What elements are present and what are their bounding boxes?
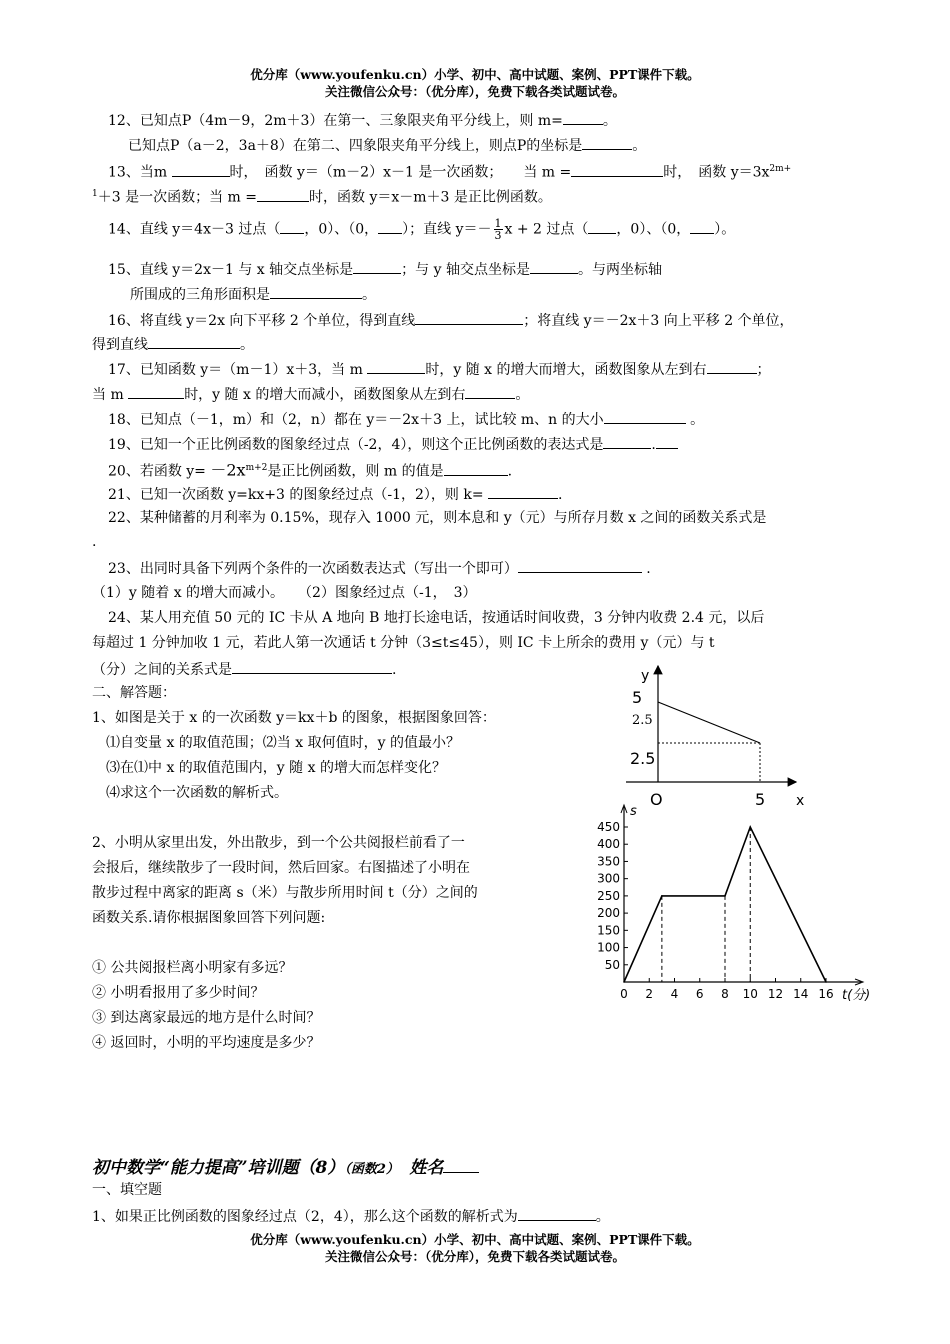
y-tick-label: 150 bbox=[597, 923, 620, 938]
problem-2-q1: ① 公共阅报栏离小明家有多远？ bbox=[92, 960, 293, 976]
x-tick-label: 12 bbox=[767, 987, 784, 1001]
problem-2-q2: ② 小明看报用了多少时间？ bbox=[92, 985, 265, 1001]
y-axis-label: y bbox=[641, 668, 650, 684]
question-24: 24、某人用充值 50 元的 IC 卡从 A 地向 B 地打长途电话，按通话时间收费，3 分钟内收费 2.4 元，以后 bbox=[108, 610, 765, 626]
data-point bbox=[623, 981, 625, 983]
footer-line-1: 优分库（www.youfenku.cn）小学、初中、高中试题、案例、PPT课件下载。 bbox=[250, 1232, 700, 1247]
y-tick-label: 350 bbox=[597, 854, 620, 869]
y-tick-label: 300 bbox=[597, 871, 620, 886]
question-23-b: （1）y 随着 x 的增大而减小。 （2）图象经过点（-1， 3） bbox=[92, 585, 477, 601]
x-tick-label: 16 bbox=[818, 987, 834, 1001]
fraction: $\frac{1}{3}$ bbox=[494, 217, 502, 242]
y-tick-label: 50 bbox=[604, 957, 620, 972]
x-axis-label: t(分) bbox=[842, 988, 871, 1003]
x-tick-label: 2 bbox=[645, 987, 654, 1001]
question-17-b: 当 m 时，y 随 x 的增大而减小，函数图象从左到右 。 bbox=[92, 384, 529, 404]
problem-2-b: 会报后，继续散步了一段时间，然后回家。右图描述了小明在 bbox=[92, 860, 470, 876]
question-22: 22、某种储蓄的月利率为 0.15%，现存入 1000 元，则本息和 y（元）与所存月数 x 之间的函数关系式是 bbox=[108, 510, 767, 526]
question-24-b: 每超过 1 分钟加收 1 元，若此人第一次通话 t 分钟（3≤t≤45），则 IC 卡上所余的费用 y（元）与 t bbox=[92, 635, 715, 651]
part2-title: 初中数学“能力提高”培训题（8）（函数2） 姓名 bbox=[92, 1153, 479, 1178]
function-line bbox=[658, 702, 760, 743]
problem-1-q4: ⑷求这个一次函数的解析式。 bbox=[106, 785, 288, 801]
question-24-c: （分）之间的关系式是 . bbox=[92, 659, 396, 679]
origin-label: O bbox=[650, 790, 663, 809]
data-point bbox=[724, 895, 726, 897]
question-16-b: 得到直线 。 bbox=[92, 334, 254, 354]
question-18: 18、已知点（－1，m）和（2，n）都在 y＝－2x＋3 上，试比较 m、n 的大小 。 bbox=[108, 409, 704, 429]
x-tick-label: 10 bbox=[742, 987, 758, 1001]
y-tick-label: 100 bbox=[597, 940, 620, 955]
y-tick-label: 450 bbox=[597, 820, 620, 834]
header-line-2: 关注微信公众号：（优分库），免费下载各类试题试卷。 bbox=[324, 84, 625, 99]
y-tick-label: 250 bbox=[597, 888, 620, 903]
x-tick-label: 4 bbox=[670, 987, 679, 1001]
problem-1-q1: ⑴自变量 x 的取值范围；⑵当 x 取何值时，y 的值最小？ bbox=[106, 735, 460, 751]
linear-function-graph bbox=[610, 660, 820, 810]
question-14: 14、直线 y＝4x－3 过点（ ，0）、（0， ）；直线 y＝－ $\frac{1}{3}$ x + 2 过点（ ，0）、（0， ）。 bbox=[108, 217, 736, 242]
y-tick-2-5-a: 2.5 bbox=[632, 713, 653, 728]
problem-1: 1、如图是关于 x 的一次函数 y＝kx＋b 的图象，根据图象回答： bbox=[92, 710, 496, 726]
part2-question-1: 1、如果正比例函数的图象经过点（2，4），那么这个函数的解析式为 。 bbox=[92, 1206, 610, 1226]
distance-time-chart bbox=[580, 802, 900, 1007]
part2-section: 一、填空题 bbox=[92, 1182, 162, 1198]
problem-2-a: 2、小明从家里出发，外出散步，到一个公共阅报栏前看了一 bbox=[92, 835, 465, 851]
question-15-b: 所围成的三角形面积是 。 bbox=[130, 284, 376, 304]
problem-2-d: 函数关系.请你根据图象回答下列问题: bbox=[92, 910, 326, 926]
data-point bbox=[825, 981, 827, 983]
x-axis-label: x bbox=[796, 793, 805, 809]
x-tick-label: 0 bbox=[620, 987, 628, 1001]
x-tick-label: 6 bbox=[695, 987, 704, 1001]
question-20: 20、若函数 $y= -2x^{m+2}$是正比例函数，则 m 的值是 . bbox=[108, 460, 513, 480]
question-15: 15、直线 y＝2x－1 与 x 轴交点坐标是 ；与 y 轴交点坐标是 。与两坐标轴 bbox=[108, 259, 662, 279]
footer-line-2: 关注微信公众号：（优分库），免费下载各类试题试卷。 bbox=[324, 1249, 625, 1264]
section-2-heading: 二、解答题： bbox=[92, 685, 176, 701]
problem-1-q3: ⑶在⑴中 x 的取值范围内，y 随 x 的增大而怎样变化？ bbox=[106, 760, 446, 776]
question-16: 16、将直线 y＝2x 向下平移 2 个单位，得到直线 ；将直线 y＝－2x＋3 向上平移 2 个单位， bbox=[108, 310, 794, 330]
question-23: 23、出同时具备下列两个条件的一次函数表达式（写出一个即可） . bbox=[108, 558, 651, 578]
question-22-b: . bbox=[92, 534, 97, 550]
x-tick-label: 14 bbox=[793, 987, 809, 1001]
y-tick-label: 200 bbox=[597, 906, 620, 921]
data-point bbox=[749, 826, 751, 828]
question-13: 13、当m 时， 函数 y＝（m－2）x－1 是一次函数； 当 m = 时， 函数 $y=3x^{2m+}$ bbox=[108, 160, 791, 182]
header-line-1: 优分库（www.youfenku.cn）小学、初中、高中试题、案例、PPT课件下载。 bbox=[250, 67, 700, 82]
question-19: 19、已知一个正比例函数的图象经过点（-2，4），则这个正比例函数的表达式是 . bbox=[108, 434, 678, 454]
x-tick-label: 8 bbox=[721, 987, 729, 1001]
y-tick-label: 400 bbox=[597, 837, 620, 852]
problem-2-c: 散步过程中离家的距离 s（米）与散步所用时间 t（分）之间的 bbox=[92, 885, 478, 901]
question-21: 21、已知一次函数 y=kx+3 的图象经过点（-1，2），则 k= . bbox=[108, 484, 563, 504]
problem-2-q4: ④ 返回时，小明的平均速度是多少？ bbox=[92, 1035, 321, 1051]
data-point bbox=[661, 895, 663, 897]
y-tick-2-5-b: 2.5 bbox=[630, 749, 656, 768]
question-17: 17、已知函数 y＝（m－1）x＋3，当 m 时，y 随 x 的增大而增大，函数图象从左到右 ； bbox=[108, 359, 771, 379]
y-axis-label: s bbox=[630, 804, 637, 819]
problem-2-q3: ③ 到达离家最远的地方是什么时间？ bbox=[92, 1010, 321, 1026]
x-tick-5: 5 bbox=[755, 790, 766, 809]
question-13-b: $^1$＋3 是一次函数；当 m = 时，函数 y＝x－m＋3 是正比例函数。 bbox=[92, 185, 552, 207]
question-12: 12、已知点P（4m－9，2m＋3）在第一、三象限夹角平分线上，则 m= 。 bbox=[108, 110, 617, 130]
y-tick-5: 5 bbox=[632, 688, 643, 707]
question-12-b: 已知点P（a－2，3a＋8）在第二、四象限夹角平分线上，则点P的坐标是 。 bbox=[128, 135, 646, 155]
